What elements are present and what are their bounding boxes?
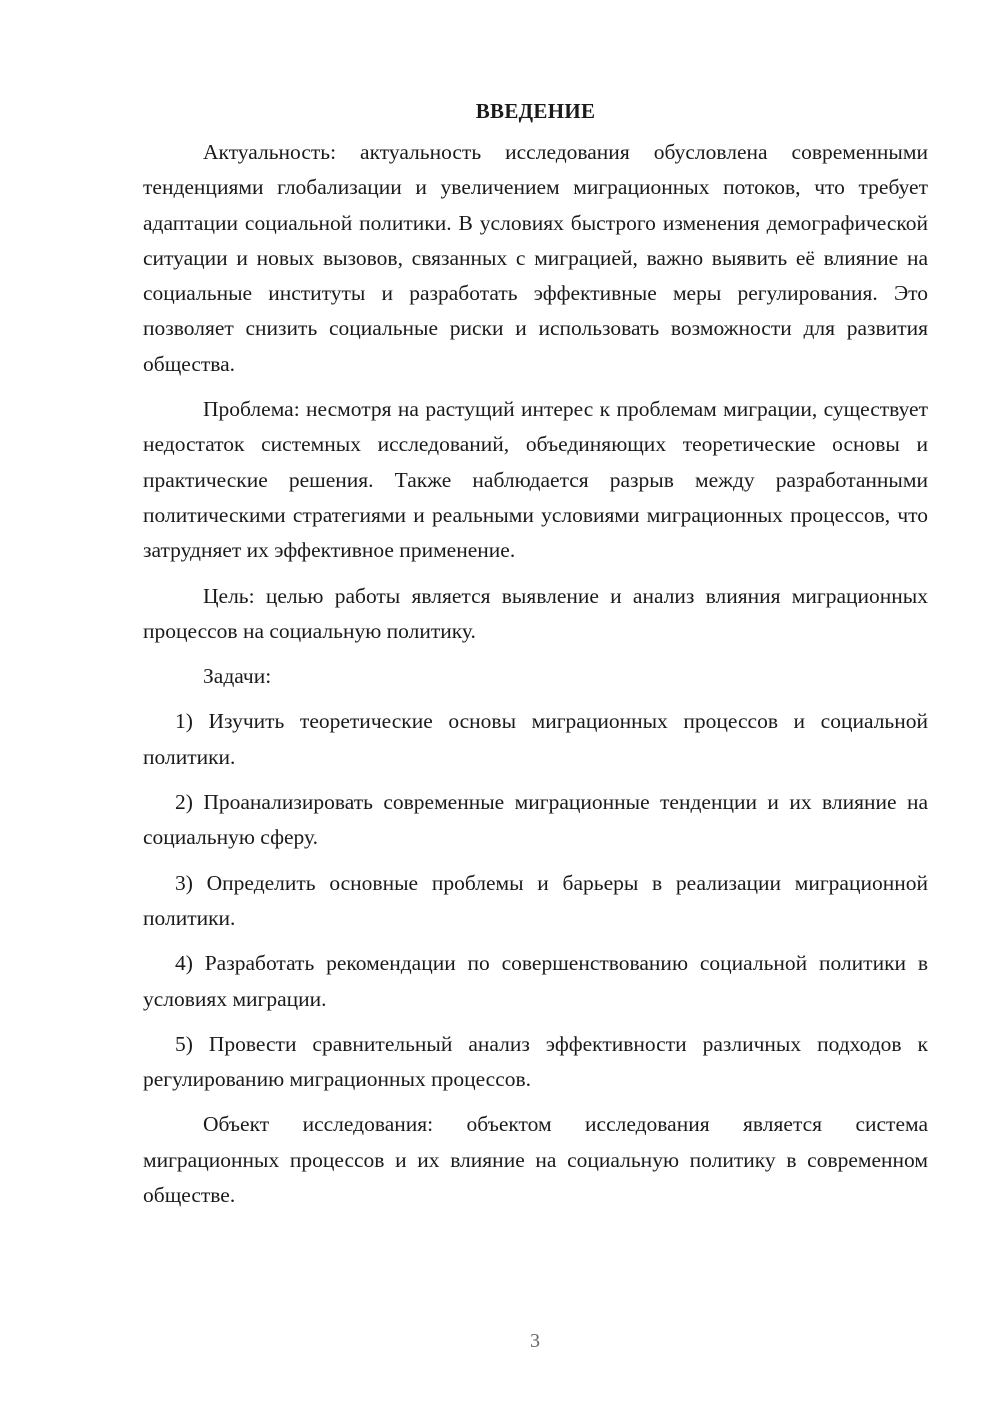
task-item-3: 3) Определить основные проблемы и барьеры в реализации миграционной политики. [143, 870, 928, 930]
document-page [143, 94, 928, 1223]
task-item-4: 4) Разработать рекомендации по совершенствованию социальной политики в условиях миграции. [143, 951, 928, 1011]
section-title: ВВЕДЕНИЕ [475, 99, 596, 123]
page-number: 3 [530, 1330, 540, 1352]
task-item-5: 5) Провести сравнительный анализ эффективности различных подходов к регулированию миграционных процессов. [143, 1031, 928, 1092]
paragraph-goal: Цель: целью работы является выявление и анализ влияния миграционных процессов на социальную политику. [143, 583, 928, 643]
paragraph-relevance: Актуальность: актуальность исследования обусловлена современными тенденциями глобализации и увеличением миграционных потоков, что требует адаптации социальной политики. В условиях быстрого изменения демографической ситуации и новых вызовов, связанных с миграцией, важно выявить её влияние на социальные институты и разработать эффективные меры регулирования. Это позволяет снизить социальные риски и использовать возможности для развития общества. [143, 140, 928, 376]
paragraph-object: Объект исследования: объектом исследования является система миграционных процессов и их влияние на социальную политику в современном обществе. [143, 1112, 928, 1208]
task-item-1: 1) Изучить теоретические основы миграционных процессов и социальной политики. [143, 709, 928, 769]
tasks-label: Задачи: [203, 664, 272, 689]
task-item-2: 2) Проанализировать современные миграционные тенденции и их влияние на социальную сферу. [143, 790, 928, 850]
paragraph-problem: Проблема: несмотря на растущий интерес к проблемам миграции, существует недостаток системных исследований, объединяющих теоретические основы и практические решения. Также наблюдается разрыв между разработанными политическими стратегиями и реальными условиями миграционных процессов, что затрудняет их эффективное применение. [143, 397, 928, 563]
